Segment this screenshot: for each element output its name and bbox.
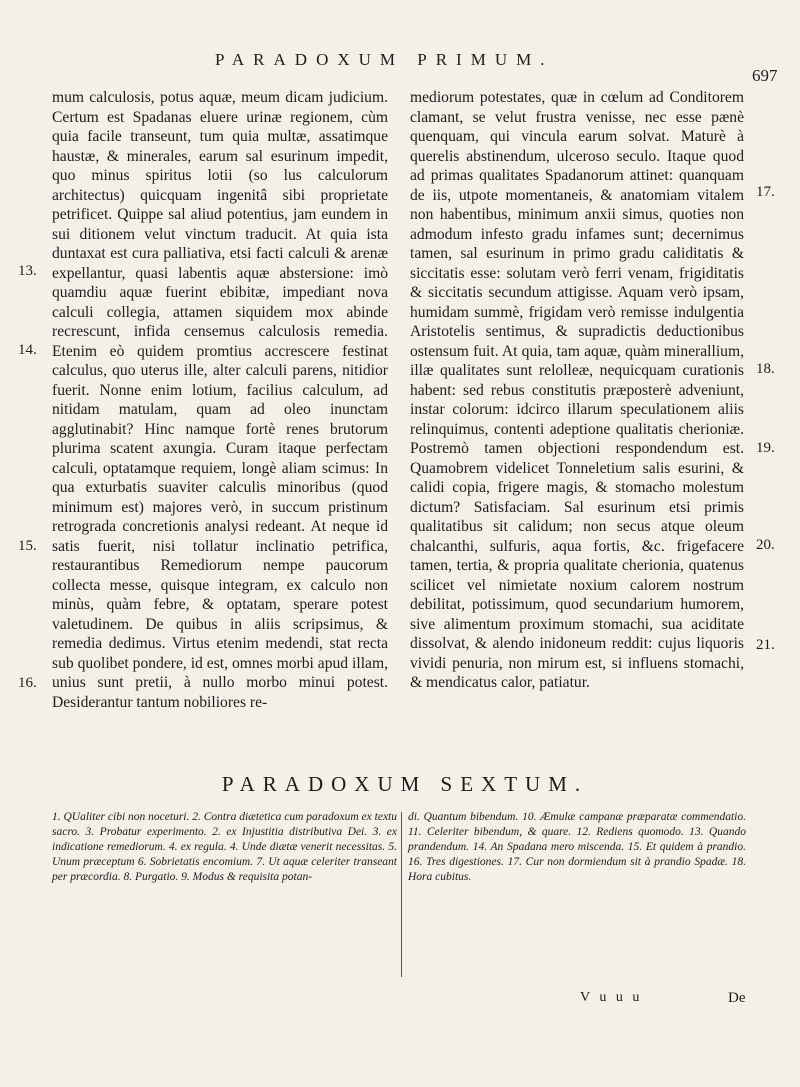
- margin-number-18: 18.: [756, 361, 775, 377]
- margin-number-20: 20.: [756, 537, 775, 553]
- page-number: 697: [752, 66, 778, 85]
- summary-left-text: 1. QUaliter cibi non noceturi. 2. Contra diætetica cum paradoxum ex textu sacro. 3. Probatur experimento. 2. ex Injustitia distributiva Dei. 3. ex indicatione remediorum. 4. ex regula. 4. Unde diætæ venerit necessitas. 5. Unum præceptum 6. Sobrietatis encomium. 7. Ut aquæ celeriter transeant per præcordia. 8. Purgatio. 9. Modus & requisita potan-: [52, 811, 397, 883]
- running-title: PARADOXUM PRIMUM.: [215, 50, 554, 69]
- summary-right-column: [408, 810, 746, 885]
- margin-number-14: 14.: [18, 342, 37, 358]
- margin-number-13: 13.: [18, 263, 37, 279]
- summary-left-column: [52, 810, 397, 885]
- right-text-column: [410, 88, 744, 693]
- margin-number-15: 15.: [18, 538, 37, 554]
- section-title: PARADOXUM SEXTUM.: [221, 772, 589, 796]
- margin-number-17: 17.: [756, 184, 775, 200]
- margin-number-21: 21.: [756, 637, 775, 653]
- right-column-text: mediorum potestates, quæ in cœlum ad Conditorem clamant, se velut frustra venisse, nec esse pænè quenquam, qui vincula earum solvat. Maturè à querelis abstinendum, ulceroso seculo. Itaque quod ad primas qualitates Spadanorum attinet: quanquam de iis, utpote momentaneis, & anatomiam vitalem non habentibus, minimum anxii simus, quoties non admodum infesto gradu infames sunt; decernimus tamen, sal esurinum in primo gradu caliditatis & siccitatis esse: solutam verò ferri venam, frigiditatis & siccitatis secundum attigisse. Aquam verò ipsam, humidam summè, frigidam verò remisse indulgentia Aristotelis sentimus, & supradictis deductionibus ostensum fuit. At quia, tam aquæ, quàm minerallium, illæ qualitates sunt relolleæ, nequicquam curationis habent: sed rebus constitutis præposterè adveniunt, instar colorum: idcirco illarum speculationem aliis relinquimus, contenti adeptione qualitatis cherioniæ. Postremò tamen objectioni respondendum est. Quamobrem videlicet Tonneletium salis esurini, & calidi copia, frigere magis, & stomacho molestum dictum? Satisfaciam. Sal esurinum etsi primis qualitatibus sit calidum; non secus atque oleum chalcanthi, sulfuris, aqua fortis, &c. frigefacere tamen, tertia, & propria qualitate cherionia, quatenus scilicet vel nimietate noxium calorem nostrum debilitat, potissimum, quod secundarium humorem, sive alimentum proximum stomachi, sua aciditate dissolvat, & alendo inidoneum reddit: cujus liquoris vividi penuria, non mirum est, si influens stomachi, & mendicatus calor, patiatur.: [410, 89, 744, 691]
- margin-number-19: 19.: [756, 440, 775, 456]
- summary-right-text: di. Quantum bibendum. 10. Æmulæ campanæ præparatæ commendatio. 11. Celeriter bibendum, & quare. 12. Rediens quomodo. 13. Quando prandendum. 14. An Spadana mero miscenda. 15. Et quidem à prandio. 16. Tres digestiones. 17. Cur non dormiendum sit à prandio Spadæ. 18. Hora cubitus.: [408, 811, 746, 883]
- margin-number-16: 16.: [18, 675, 37, 691]
- catchword: De: [728, 990, 746, 1006]
- signature-mark: V u u u: [580, 990, 643, 1005]
- left-text-column: [52, 88, 388, 712]
- left-column-text: mum calculosis, potus aquæ, meum dicam judicium. Certum est Spadanas eluere urinæ regionem, cùm quia facile transeunt, tum quia multæ, assatimque haustæ, & minerales, earum sal esurinum impedit, quo minus spiritus lotii (so lus calculorum architectus) quicquam ingenitâ sibi proprietate petrificet. Quippe sal aliud potentius, jam eundem in sui ditionem velut vinctum traducit. At quia ista duntaxat est cura palliativa, etsi facti calculi & arenæ expellantur, quasi labentis aquæ abstersione: imò quamdiu aquæ fuerint ebibitæ, impediant nova calculi collegia, attamen siquidem mox abinde recrescunt, infida censemus calculosis remedia. Etenim eò quidem promtius accrescere festinat calculus, quo uterus ille, alter calculi parens, nitidior fuerit. Nonne enim lotium, facilius calculum, ad nitidam matulam, quam ad oleo inunctam agglutinabit? Hinc namque fortè renes brutorum plurima scatent axungia. Curam itaque perfectam calculi, optatamque requiem, longè aliam scimus: In qua exturbatis suaviter calculis minoribus (quod minimum est) majores verò, in succum pristinum retrograda concretionis analysi redeant. At neque id satis fuerit, nisi tollatur inclinatio petrifica, restaurantibus Remediorum nempe paucorum collecta messe, quisque integram, ex calculo non minùs, quàm febre, & optatam, sperare potest valetudinem. De quibus in aliis scripsimus, & remedia dedimus. Virtus etenim medendi, stat recta sub quolibet pondere, id est, omnes morbi apud illam, unius sunt pretii, à nullo morbo minui potest. Desiderantur tantum nobiliores re-: [52, 89, 388, 711]
- column-divider: [401, 812, 402, 977]
